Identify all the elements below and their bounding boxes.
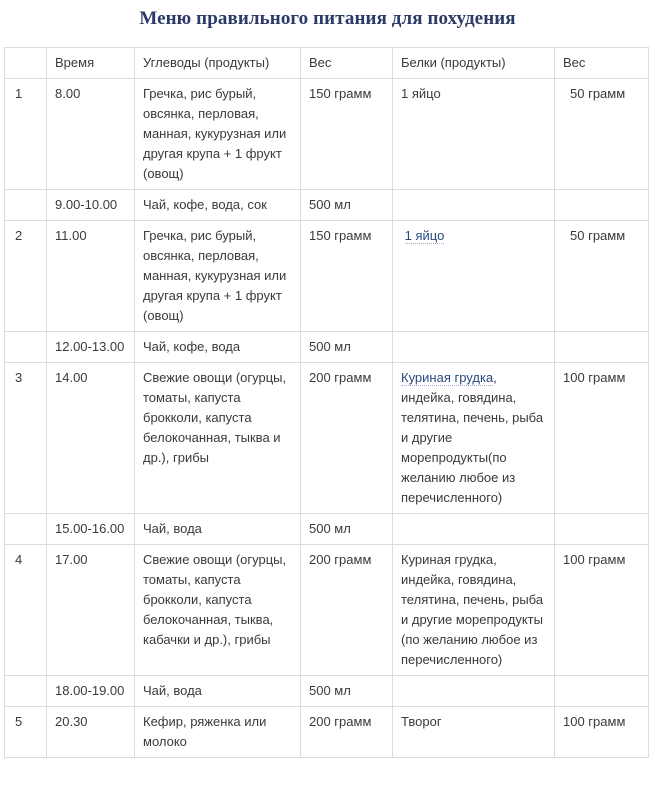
header-proteins: Белки (продукты) [393,48,555,79]
row-carbs: Чай, вода [135,676,301,707]
row-num: 4 [5,545,47,676]
row-proteins [393,190,555,221]
table-row [5,676,649,707]
row-proteins-weight: 50 грамм [555,221,649,332]
row-time: 17.00 [47,545,135,676]
row-proteins [393,332,555,363]
row-proteins [393,363,555,514]
row-time: 9.00-10.00 [47,190,135,221]
row-carbs: Свежие овощи (огурцы, томаты, капуста брокколи, капуста белокочанная, тыква и др.), грибы [135,363,301,514]
header-num [5,48,47,79]
row-num: 1 [5,79,47,190]
row-carbs: Гречка, рис бурый, овсянка, перловая, манная, кукурузная или другая крупа + 1 фрукт (овощ) [135,79,301,190]
row-carbs: Чай, кофе, вода [135,332,301,363]
row-proteins-weight: 50 грамм [555,79,649,190]
proteins-rest-text: , индейка, говядина, телятина, печень, рыба и другие морепродукты(по желанию любое из перечисленного) [401,370,544,505]
row-time: 11.00 [47,221,135,332]
row-proteins-weight: 100 грамм [555,545,649,676]
header-proteins-weight: Вес [555,48,649,79]
row-proteins [393,221,555,332]
row-proteins [393,676,555,707]
row-num [5,332,47,363]
page-title: Меню правильного питания для похудения [139,8,516,29]
row-carbs-weight: 150 грамм [301,79,393,190]
egg-link[interactable]: 1 яйцо [404,228,445,243]
row-carbs-weight: 500 мл [301,190,393,221]
row-carbs-weight: 200 грамм [301,363,393,514]
row-time: 14.00 [47,363,135,514]
row-time: 20.30 [47,707,135,758]
row-num: 2 [5,221,47,332]
header-carbs-weight: Вес [301,48,393,79]
chicken-breast-link[interactable]: Куриная грудка [401,370,494,385]
row-carbs: Гречка, рис бурый, овсянка, перловая, манная, кукурузная или другая крупа + 1 фрукт (овощ) [135,221,301,332]
row-carbs-weight: 150 грамм [301,221,393,332]
row-time: 8.00 [47,79,135,190]
table-row [5,545,649,676]
row-proteins-weight [555,190,649,221]
row-carbs-weight: 500 мл [301,332,393,363]
row-proteins: Творог [393,707,555,758]
row-num [5,190,47,221]
row-carbs: Чай, кофе, вода, сок [135,190,301,221]
table-header-row [5,48,649,79]
table-row [5,79,649,190]
row-carbs-weight: 500 мл [301,676,393,707]
row-proteins-weight [555,332,649,363]
row-carbs: Кефир, ряженка или молоко [135,707,301,758]
diet-menu-table [4,47,649,758]
header-carbs: Углеводы (продукты) [135,48,301,79]
row-carbs: Чай, вода [135,514,301,545]
row-proteins: 1 яйцо [393,79,555,190]
row-carbs-weight: 200 грамм [301,545,393,676]
row-proteins-weight [555,676,649,707]
row-num [5,676,47,707]
table-row [5,221,649,332]
row-num [5,514,47,545]
row-time: 18.00-19.00 [47,676,135,707]
row-carbs-weight: 200 грамм [301,707,393,758]
row-proteins: Куриная грудка, индейка, говядина, телятина, печень, рыба и другие морепродукты (по желанию любое из перечисленного) [393,545,555,676]
row-proteins [393,514,555,545]
table-row [5,514,649,545]
row-carbs: Свежие овощи (огурцы, томаты, капуста брокколи, капуста белокочанная, тыква, кабачки и др.), грибы [135,545,301,676]
table-row [5,190,649,221]
row-proteins-weight: 100 грамм [555,363,649,514]
row-carbs-weight: 500 мл [301,514,393,545]
table-row [5,363,649,514]
row-proteins-weight [555,514,649,545]
row-num: 5 [5,707,47,758]
row-proteins-weight: 100 грамм [555,707,649,758]
table-row [5,707,649,758]
header-time: Время [47,48,135,79]
table-row [5,332,649,363]
row-num: 3 [5,363,47,514]
row-time: 15.00-16.00 [47,514,135,545]
row-time: 12.00-13.00 [47,332,135,363]
